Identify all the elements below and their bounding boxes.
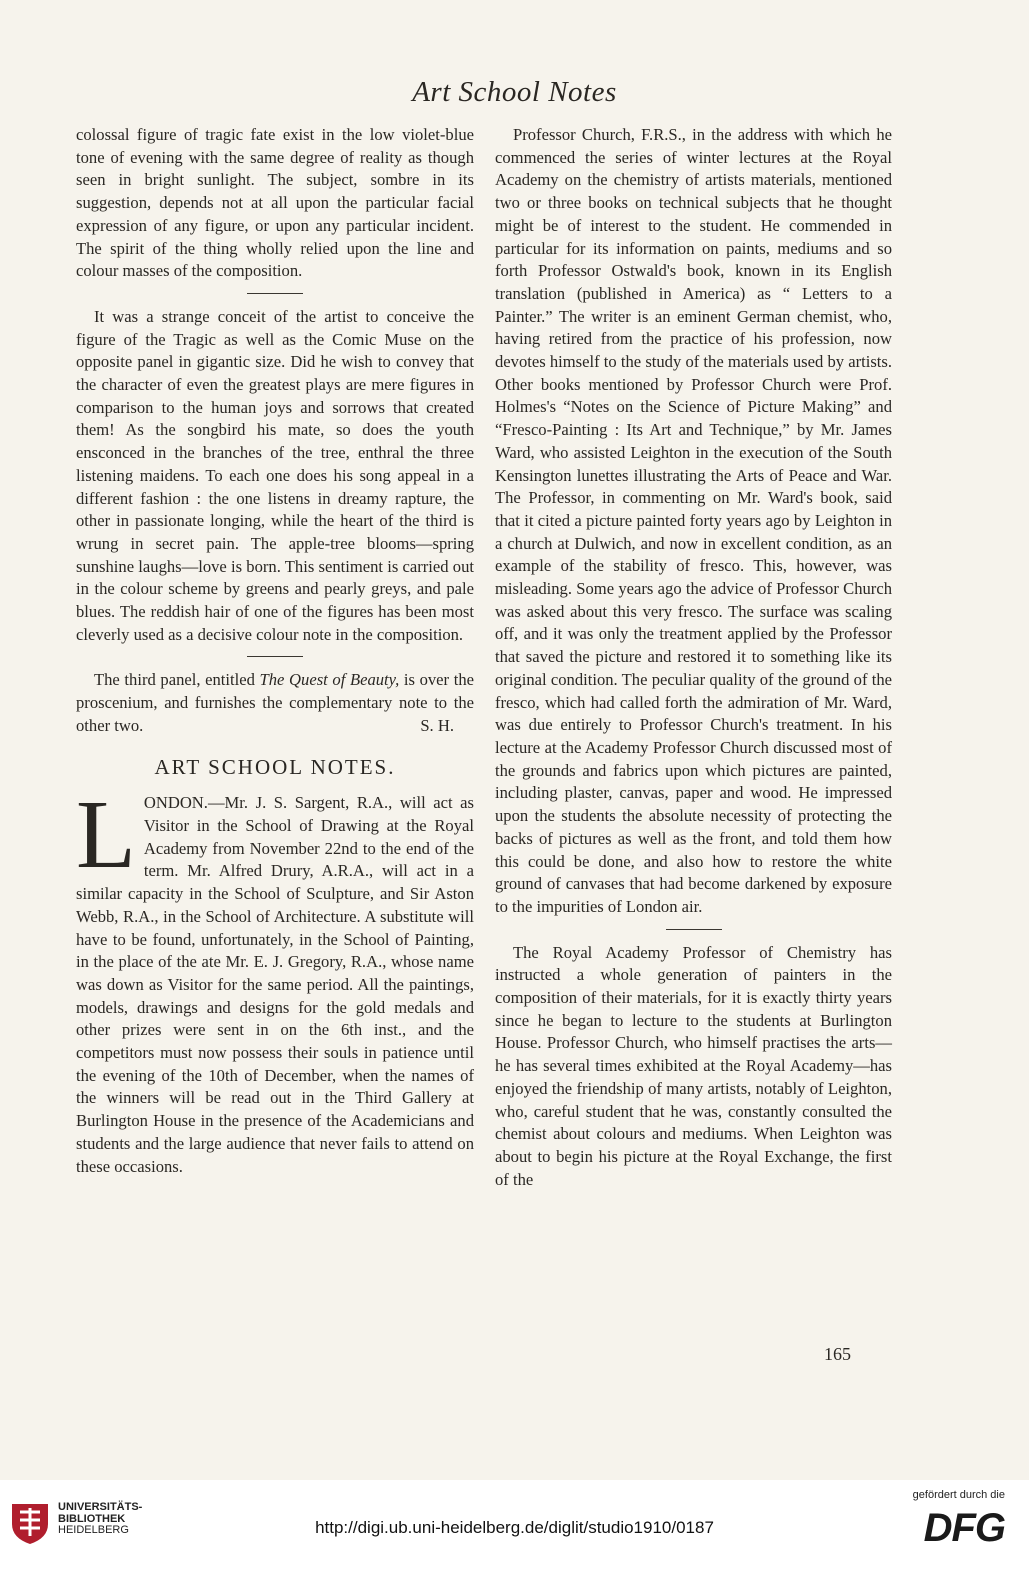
library-name-line: HEIDELBERG	[58, 1524, 129, 1536]
paragraph-royal-academy: The Royal Academy Professor of Chemistry has instructed a whole generation of painters in the composition of their materials, for it is exactly thirty years since he began to lecture to the students at Burlington House. Professor Church, who himself practises the arts—he has several times exhibited at the Royal Academy—has enjoyed the friendship of many artists, notably of Leighton, who, careful student that he was, constantly consulted the chemist about colours and mediums. When Leighton was about to begin his picture at the Royal Exchange, the first of the	[495, 942, 892, 1189]
section-title: ART SCHOOL NOTES.	[154, 754, 396, 779]
running-head: Art School Notes	[412, 76, 617, 108]
section-divider	[247, 293, 303, 294]
funded-by-label: gefördert durch die	[912, 1489, 1005, 1501]
text: is over the proscenium, and furnishes the complementary note to the other two.	[76, 670, 474, 735]
drop-cap: L	[76, 781, 136, 890]
source-url-link[interactable]: http://digi.ub.uni-heidelberg.de/diglit/studio1910/0187	[315, 1518, 714, 1537]
paragraph-london-text: ONDON.—Mr. J. S. Sargent, R.A., will act as Visitor in the School of Drawing at the Royal Academy from November 22nd to the end of the term. Mr. Alfred Drury, A.R.A., will act in a similar capacity in the School of Sculpture, and Sir Aston Webb, R.A., in the School of Architecture. A substitute will have to be found, unfortunately, in the School of Painting, in the place of the ate Mr. E. J. Gregory, R.A., whose name was down as Visitor for the same period. All the paintings, models, drawings and designs for the gold medals and other prizes were sent in on the 6th inst., and the competitors must now possess their souls in patience until the evening of the 10th of December, when the names of the winners will be read out in the Third Gallery at Burlington House in the presence of the Academicians and students and the large audience that never fails to attend on these occasions.	[76, 793, 474, 1176]
paragraph-strange-conceit: It was a strange conceit of the artist to conceive the figure of the Tragic as well as the Comic Muse on the opposite panel in gigantic size. Did he wish to convey that the character of even the greatest plays are mere figures in comparison to the human joys and sorrows that created them! As the songbird his mate, so does the youth ensconced in the branches of the tree, enthral the three listening maidens. To each one does his song appeal in a different fashion : the one listens in dreamy rapture, the other in passionate longing, while the heart of the third is wrung in secret pain. The apple-tree blooms—spring sunshine laughs—love is born. This sentiment is carried out in the colour scheme by greens and pearly greys, and pale blues. The reddish hair of one of the figures has been most cleverly used as a decisive colour note in the composition.	[76, 306, 474, 644]
paragraph-professor-church: Professor Church, F.R.S., in the address with which he commenced the series of winter lectures at the Royal Academy on the chemistry of artists materials, mentioned two or three books on technical subjects that he thought might be of interest to the student. He commended in particular for its information on paints, mediums and so forth Professor Ostwald's book, known in its English translation (published in America) as “ Letters to a Painter.” The writer is an eminent German chemist, who, having retired from the practice of his profession, now devotes himself to the study of the materials used by artists. Other books mentioned by Professor Church were Prof. Holmes's “Notes on the Science of Picture Making” and “Fresco-Painting : Its Art and Technique,” by Mr. James Ward, who assisted Leighton in the execution of the South Kensington lunettes illustrating the Arts of Peace and War. The Professor, in commenting on Mr. Ward's book, said that it cited a picture painted forty years ago by Leighton in a church at Dulwich, and now in excellent condition, as an example of the stability of fresco. This, however, was misleading. Some years ago the advice of Professor Church was asked about this very fresco. The surface was scaling off, and it was only the treatment applied by the Professor that saved the picture and restored it to something like its original condition. The peculiar quality of the ground of the fresco, which had called forth the admiration of Mr. Ward, was due entirely to Professor Church's treatment. In his lecture at the Academy Professor Church discussed most of the grounds and fabrics upon which pictures are painted, including plaster, canvas, paper and wood. He impressed upon the students the absolute necessity of protecting the backs of pictures as well as the front, and told them how this could be done, and also how to restore the white ground of canvases that had become darkened by exposure to the impurities of London air.	[495, 125, 892, 916]
right-column	[495, 124, 892, 1191]
library-name-line: UNIVERSITÄTS-	[58, 1501, 143, 1513]
author-signature: S. H.	[420, 715, 454, 735]
paragraph-third-panel	[76, 669, 474, 737]
text: The third panel, entitled	[94, 670, 260, 690]
panel-title: The Quest of Beauty,	[259, 670, 400, 690]
dfg-logo: DFG	[923, 1506, 1005, 1550]
library-name-line: BIBLIOTHEK	[58, 1512, 126, 1525]
paragraph-continuation: colossal figure of tragic fate exist in the low violet-blue tone of evening with the same degree of reality as though seen in bright sunlight. The subject, sombre in its suggestion, depends not at all upon the particular facial expression of any figure, or upon any particular incident. The spirit of the thing wholly relied upon the line and colour masses of the composition.	[76, 125, 474, 281]
paragraph-london	[76, 781, 474, 1178]
section-divider	[247, 656, 303, 657]
page-number: 165	[824, 1344, 851, 1364]
left-column	[76, 124, 474, 1178]
digitization-footer	[0, 1480, 1029, 1577]
section-divider	[666, 929, 722, 930]
